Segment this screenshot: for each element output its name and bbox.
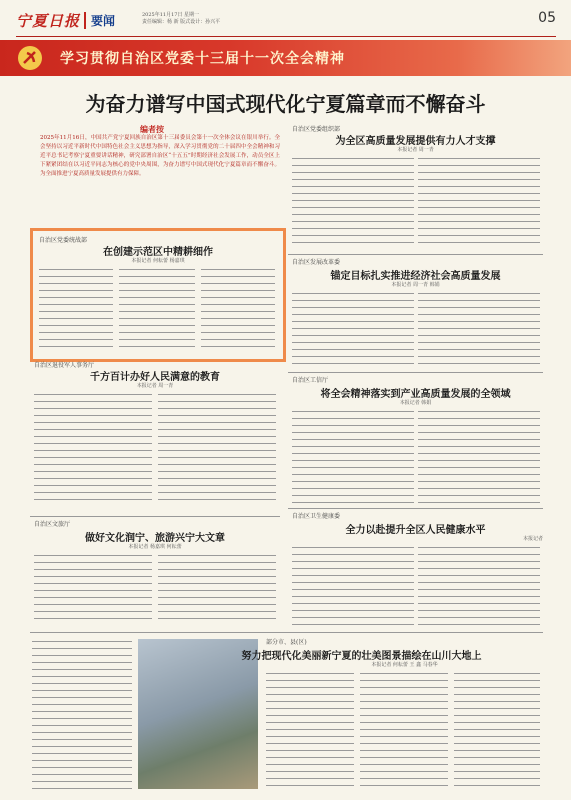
article-byline: 本报记者 周一青 [136,383,174,389]
article-byline: 本报记者 何耘蕾 王 鑫 马春华 [371,662,438,668]
article-byline: 本报记者 杨嘉琪 何耘蕾 [128,544,182,550]
article-body-col1 [292,156,414,246]
date: 2025年11月17日 星期一 [142,12,200,18]
article-headline: 为全区高质量发展提供有力人才支撑 [335,136,496,147]
article-kicker: 自治区退役军人事务厅 [34,362,95,369]
masthead [16,8,556,37]
article-body-col1 [34,392,152,504]
article-body-col1 [39,267,113,353]
party-emblem-icon [18,46,42,70]
article-body-col1 [292,545,414,625]
article-kicker: 自治区发展改革委 [292,259,341,266]
page-number: 05 [538,10,556,26]
newspaper-logo: 宁夏日报 [16,12,81,30]
editor-note-label: 编者按 [140,124,164,134]
article-byline: 本报记者 周一青 [397,147,434,153]
article-kicker: 自治区党委组织部 [292,126,341,133]
article-body-col1 [32,639,132,789]
article-headline: 做好文化润宁、旅游兴宁大文章 [85,533,225,544]
article-byline: 本报记者 韩娟 [399,400,432,406]
article-body-col4 [454,671,540,789]
article-body-col3 [201,267,275,353]
article-body-col2 [266,671,354,789]
article-health[interactable] [288,508,543,627]
article-body-col2 [418,156,540,246]
article-industry[interactable] [288,372,543,505]
main-headline: 为奋力谱写中国式现代化宁夏篇章而不懈奋斗 [85,92,486,116]
article-byline: 本报记者 周一青 韩娟 [391,282,440,288]
dateline [142,12,220,26]
article-body-col2 [119,267,195,353]
article-body-col2 [158,392,276,504]
article-body-col2 [418,291,540,365]
article-body-col3 [360,671,448,789]
editor-credit: 责任编辑：杨 新 版式设计：孙兴平 [142,19,221,25]
article-body-col2 [418,545,540,625]
article-headline: 将全会精神落实到产业高质量发展的全领域 [320,389,511,400]
highlighted-article[interactable] [30,228,286,362]
article-body-col2 [418,409,540,503]
section-label: 要闻 [84,12,115,29]
article-education[interactable] [30,360,280,510]
banner-title: 学习贯彻自治区党委十三届十一次全会精神 [60,51,345,67]
article-kicker: 自治区党委统战部 [39,237,88,244]
article-kicker: 自治区文旅厅 [34,521,71,528]
article-talent[interactable] [288,124,543,250]
article-body-col1 [292,291,414,365]
article-kicker: 自治区卫生健康委 [292,513,341,520]
article-kicker: 部分市、县(区) [266,639,307,646]
article-byline: 本报记者 [522,536,543,542]
editor-note-text: 2025年11月16日，中国共产党宁夏回族自治区第十三届委员会第十一次全体会议在银川举行。全会坚持以习近平新时代中国特色社会主义思想为指导，深入学习贯彻党的二十届四中全会精神和习近平总书记考察宁夏重要讲话精神，研究部署自治区“十五五”时期经济社会发展工作，动员全区上下紧紧团结在以习近平同志为核心的党中央周围，为奋力谱写中国式现代化宁夏篇章而不懈奋斗。为全面推进宁夏高质量发展提供有力保障。 [40,135,280,177]
article-headline: 锚定目标扎实推进经济社会高质量发展 [330,271,501,282]
article-body-col1 [292,409,414,503]
article-headline: 千方百计办好人民满意的教育 [90,372,220,383]
article-headline: 努力把现代化美丽新宁夏的壮美图景描绘在山川大地上 [241,651,482,662]
article-counties[interactable] [30,632,543,795]
article-development[interactable] [288,254,543,367]
article-kicker: 自治区工信厅 [292,377,329,384]
article-body-col1 [34,553,152,625]
article-headline: 全力以赴提升全区人民健康水平 [345,525,486,536]
article-headline: 在创建示范区中精耕细作 [103,247,213,258]
article-byline: 本报记者 何耘蕾 杨嘉琪 [131,258,185,264]
article-culture-tourism[interactable] [30,516,280,627]
article-body-col2 [158,553,276,625]
theme-banner [0,40,571,76]
